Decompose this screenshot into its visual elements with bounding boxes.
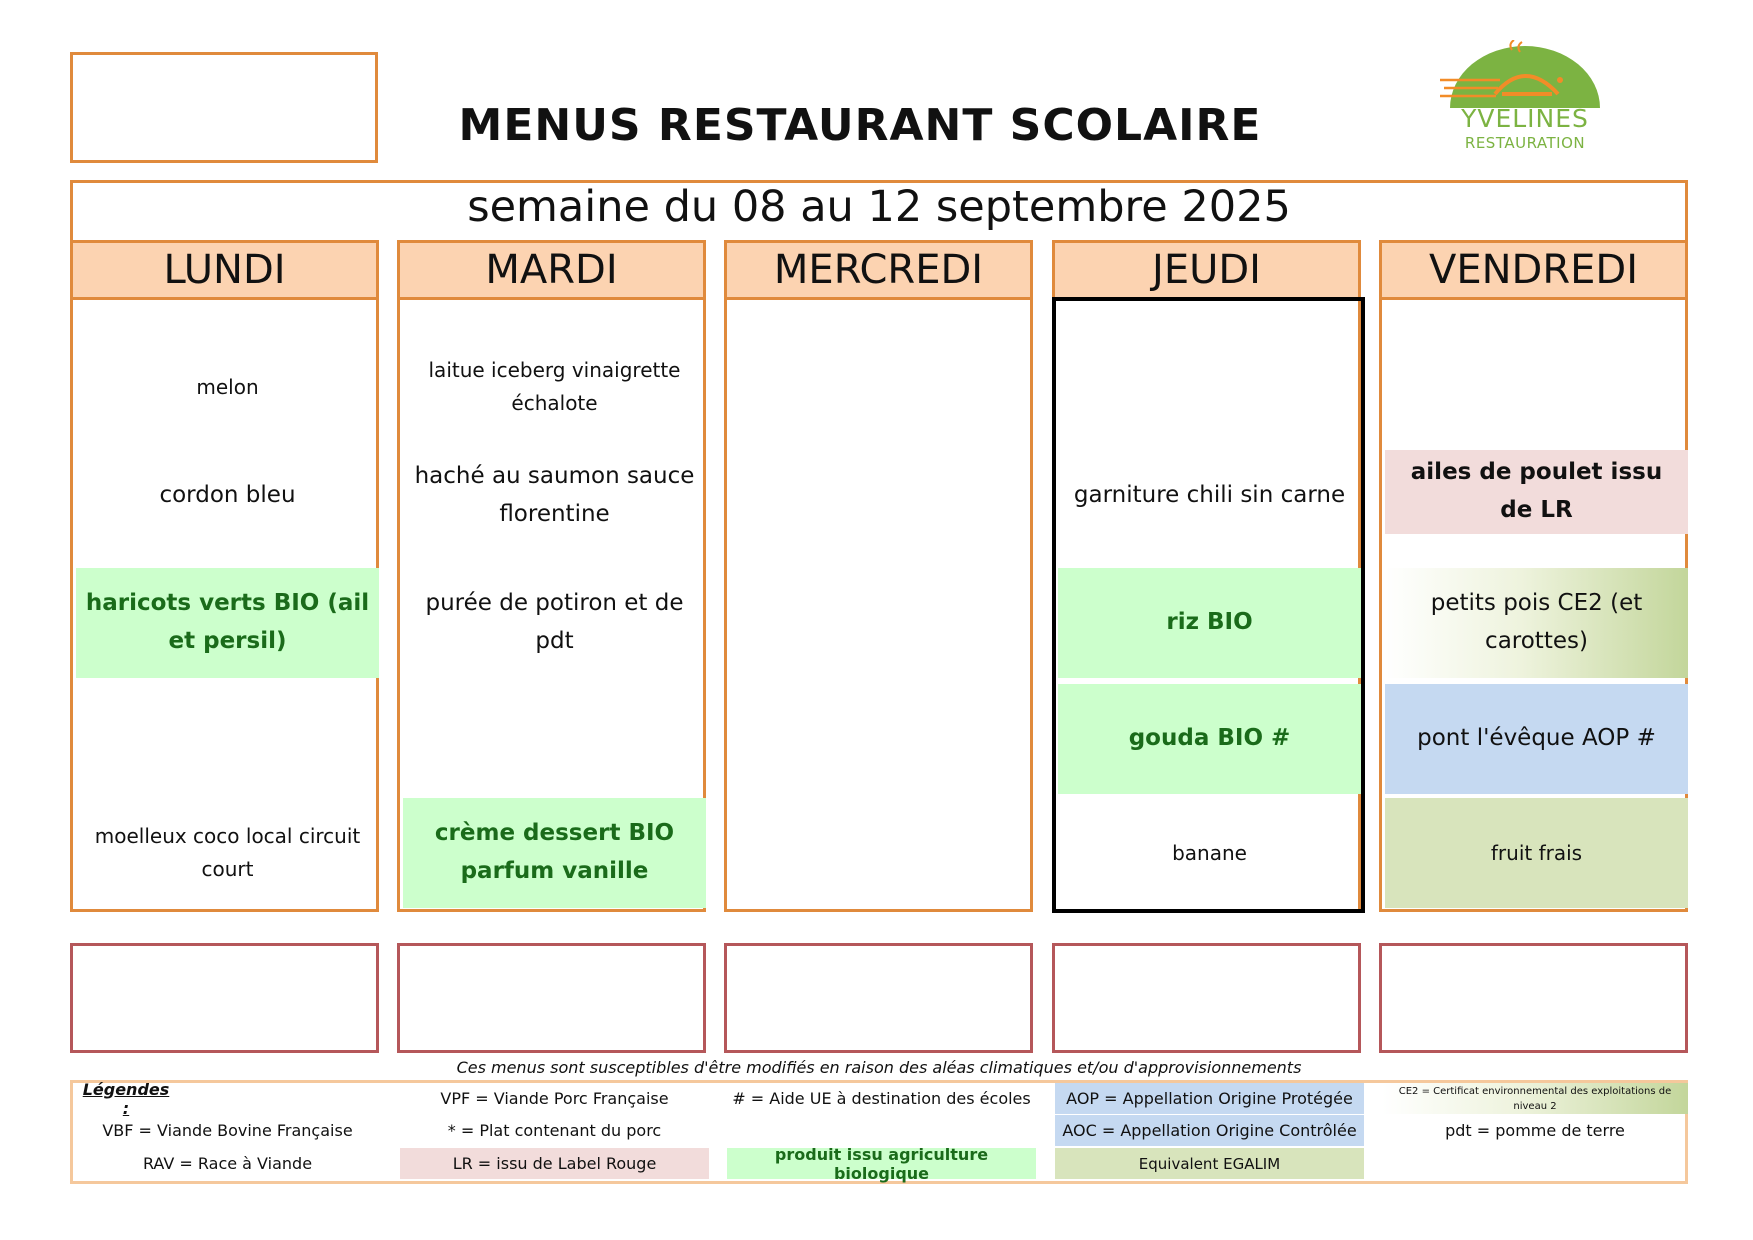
legend-aoc: AOC = Appellation Origine Contrôlée: [1055, 1115, 1364, 1146]
day-body-mercredi: [724, 298, 1033, 912]
legend-pdt: pdt = pomme de terre: [1445, 1121, 1625, 1140]
day-column-vendredi: [1379, 240, 1688, 912]
extra-cell-lundi: [70, 943, 379, 1053]
extra-cell-jeudi: [1052, 943, 1361, 1053]
day-header-mercredi: MERCREDI: [724, 240, 1033, 300]
legend-egalim: Equivalent EGALIM: [1055, 1148, 1364, 1179]
menu-item-dessert: crème dessert BIO parfum vanille: [403, 798, 706, 908]
menu-item-laitage: pont l'évêque AOP #: [1385, 684, 1688, 794]
day-header-vendredi: VENDREDI: [1379, 240, 1688, 300]
top-left-empty-box: [70, 52, 378, 163]
week-title: semaine du 08 au 12 septembre 2025: [467, 182, 1291, 232]
legend-ce2: CE2 = Certificat environnemental des exploitations de niveau 2: [1382, 1083, 1688, 1114]
legend-vbf: VBF = Viande Bovine Française: [102, 1121, 353, 1140]
menu-item-plat: garniture chili sin carne: [1073, 482, 1346, 509]
menu-item-laitage: gouda BIO #: [1058, 684, 1361, 794]
page-title: MENUS RESTAURANT SCOLAIRE: [458, 100, 1262, 151]
menu-item-accompagnement: petits pois CE2 (et carottes): [1385, 568, 1688, 678]
menu-item-plat: ailes de poulet issu de LR: [1385, 450, 1688, 534]
disclaimer-text: Ces menus sont susceptibles d'être modifiés en raison des aléas climatiques et/ou d'approvisionnements: [456, 1058, 1302, 1077]
logo-sub-text: RESTAURATION: [1464, 134, 1586, 152]
day-body-mardi: [397, 298, 706, 912]
day-body-vendredi: [1379, 298, 1688, 912]
menu-item-plat: cordon bleu: [159, 482, 296, 509]
legend-lr: LR = issu de Label Rouge: [400, 1148, 709, 1179]
menu-item-entree: laitue iceberg vinaigrette échalote: [428, 358, 681, 415]
legend-porc: * = Plat contenant du porc: [447, 1121, 662, 1140]
jeudi-highlight-frame: [1052, 297, 1365, 913]
legend-aop: AOP = Appellation Origine Protégée: [1055, 1083, 1364, 1114]
day-column-lundi: [70, 240, 379, 912]
legend-rav: RAV = Race à Viande: [142, 1154, 313, 1173]
menu-item-accompagnement: purée de potiron et de pdt: [425, 590, 684, 654]
legend-bio: produit issu agriculture biologique: [727, 1148, 1036, 1179]
yvelines-restauration-logo: [1440, 40, 1610, 160]
extra-cell-mercredi: [724, 943, 1033, 1053]
day-column-mardi: [397, 240, 706, 912]
logo-sun-icon: [1440, 40, 1610, 110]
legend-title: Légendes :: [82, 1079, 170, 1118]
menu-item-dessert: moelleux coco local circuit court: [94, 824, 361, 881]
menu-item-accompagnement: riz BIO: [1058, 568, 1361, 678]
legend-vpf: VPF = Viande Porc Française: [440, 1089, 669, 1108]
extra-cell-mardi: [397, 943, 706, 1053]
logo-brand-text: YVELINES: [1461, 104, 1589, 133]
day-column-mercredi: [724, 240, 1033, 912]
extra-cell-vendredi: [1379, 943, 1688, 1053]
day-header-mardi: MARDI: [397, 240, 706, 300]
menu-item-entree: melon: [196, 374, 259, 399]
menu-item-dessert: banane: [1172, 840, 1247, 865]
legend-aide-ue: # = Aide UE à destination des écoles: [732, 1089, 1031, 1108]
day-header-jeudi: JEUDI: [1052, 240, 1361, 300]
day-body-lundi: [70, 298, 379, 912]
day-header-lundi: LUNDI: [70, 240, 379, 300]
menu-item-plat: haché au saumon sauce florentine: [414, 463, 695, 527]
legend-box: [70, 1080, 1688, 1184]
menu-item-dessert: fruit frais: [1385, 798, 1688, 908]
menu-item-accompagnement: haricots verts BIO (ail et persil): [76, 568, 379, 678]
